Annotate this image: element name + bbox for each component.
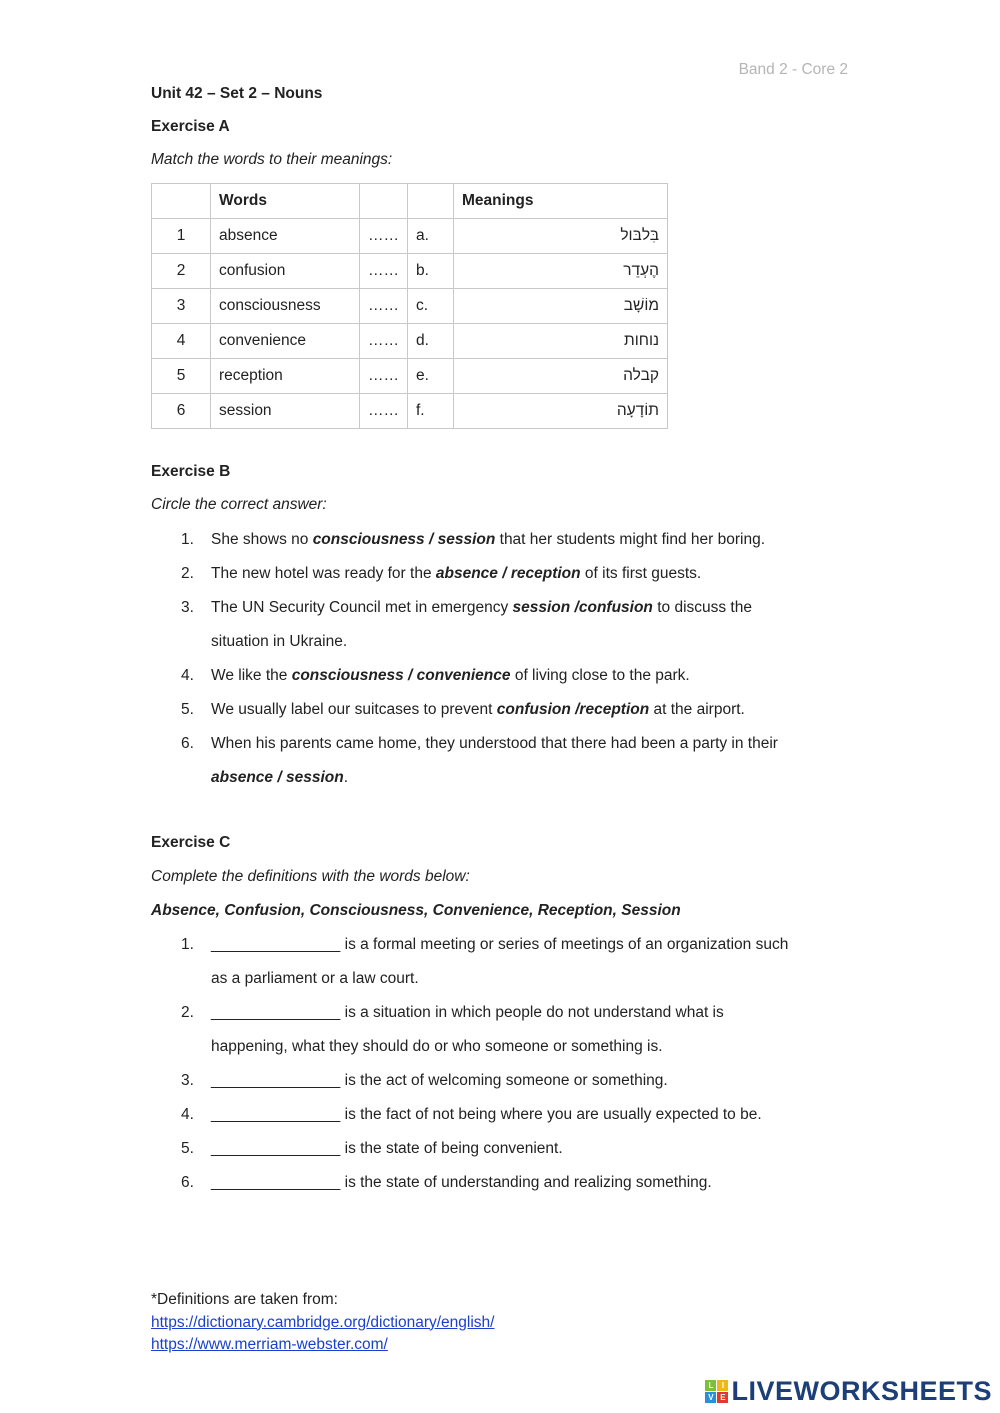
logo-letter: V [705, 1392, 716, 1403]
answer-options[interactable]: consciousness / convenience [291, 667, 511, 684]
text-after: . [343, 769, 348, 786]
item-continued-text: happening, what they should do or who someone or something is. [211, 1038, 663, 1055]
text-after: to discuss the [652, 599, 752, 616]
liveworksheets-logo [705, 1376, 992, 1407]
item-number: 5. [181, 701, 194, 718]
answer-blank[interactable]: …… [360, 359, 408, 394]
logo-text: LIVEWORKSHEETS [731, 1376, 992, 1406]
row-meaning: קבלה [454, 359, 668, 394]
item-text [211, 761, 348, 795]
text-after: of its first guests. [580, 565, 702, 582]
text-after: that her students might find her boring. [495, 531, 766, 548]
row-number: 2 [152, 254, 211, 289]
item-text [211, 693, 745, 727]
item-text [211, 591, 752, 625]
header-band: Band 2 - Core 2 [738, 61, 848, 78]
exercise-b-instruction: Circle the correct answer: [151, 496, 327, 513]
item-number: 3. [181, 599, 194, 616]
item-number: 6. [181, 735, 194, 752]
text-before: She shows no [211, 531, 313, 548]
item-text [211, 523, 765, 557]
exercise-c-instruction: Complete the definitions with the words below: [151, 868, 470, 885]
row-number: 5 [152, 359, 211, 394]
header-cell [152, 184, 211, 219]
answer-blank[interactable]: _______________ [211, 1174, 341, 1191]
merriam-webster-link[interactable]: https://www.merriam-webster.com/ [151, 1336, 388, 1353]
meaning-letter: c. [408, 289, 454, 324]
item-number: 2. [181, 1004, 194, 1021]
answer-blank[interactable]: …… [360, 324, 408, 359]
logo-letter: E [717, 1392, 728, 1403]
answer-blank[interactable]: …… [360, 394, 408, 429]
text-before: We usually label our suitcases to prevent [211, 701, 497, 718]
item-continued-text: situation in Ukraine. [211, 633, 348, 650]
item-number: 3. [181, 1072, 194, 1089]
table-row [152, 394, 668, 429]
item-text [211, 659, 690, 693]
header-meanings: Meanings [454, 184, 668, 219]
answer-blank[interactable]: _______________ [211, 1106, 341, 1123]
cambridge-link[interactable]: https://dictionary.cambridge.org/dictionary/english/ [151, 1313, 495, 1331]
logo-letter: I [717, 1380, 728, 1391]
definition-text: is a situation in which people do not understand what is [340, 1004, 724, 1021]
answer-blank[interactable]: _______________ [211, 936, 341, 953]
footer [151, 1289, 494, 1357]
item-number: 4. [181, 1106, 194, 1123]
item-text [211, 928, 788, 962]
item-text [211, 1098, 762, 1132]
meaning-letter: b. [408, 254, 454, 289]
item-text [211, 1166, 712, 1200]
text-before: We like the [211, 667, 292, 684]
table-header-row [152, 184, 668, 219]
meaning-letter: d. [408, 324, 454, 359]
item-continued-text: as a parliament or a law court. [211, 970, 419, 987]
row-number: 4 [152, 324, 211, 359]
row-word: confusion [211, 254, 360, 289]
table-row [152, 254, 668, 289]
row-word: session [211, 394, 360, 429]
row-meaning: הֶעְדֵר [454, 254, 668, 289]
row-meaning: מוֹשָׁב [454, 289, 668, 324]
definition-text: is the act of welcoming someone or something. [340, 1072, 668, 1089]
table-row [152, 289, 668, 324]
answer-blank[interactable]: _______________ [211, 1004, 341, 1021]
answer-blank[interactable]: …… [360, 289, 408, 324]
item-text [211, 1132, 563, 1166]
text-before: The new hotel was ready for the [211, 565, 436, 582]
logo-letter: L [705, 1380, 716, 1391]
footer-note: *Definitions are taken from: [151, 1291, 338, 1308]
definition-text: is a formal meeting or series of meetings of an organization such [340, 936, 789, 953]
header-cell [408, 184, 454, 219]
row-meaning: תוֹדָעָה [454, 394, 668, 429]
logo-icon [705, 1380, 728, 1403]
exercise-c-heading: Exercise C [151, 834, 231, 851]
meaning-letter: e. [408, 359, 454, 394]
row-word: reception [211, 359, 360, 394]
row-word: absence [211, 219, 360, 254]
header-words: Words [211, 184, 360, 219]
row-meaning: נוחות [454, 324, 668, 359]
meaning-letter: f. [408, 394, 454, 429]
matching-table [151, 183, 668, 429]
text-after: of living close to the park. [510, 667, 690, 684]
item-number: 2. [181, 565, 194, 582]
definition-text: is the state of understanding and realizing something. [340, 1174, 712, 1191]
meaning-letter: a. [408, 219, 454, 254]
answer-options[interactable]: consciousness / session [312, 531, 496, 548]
table-row [152, 324, 668, 359]
answer-options[interactable]: absence / session [211, 769, 344, 786]
answer-blank[interactable]: _______________ [211, 1072, 341, 1089]
text-before: The UN Security Council met in emergency [211, 599, 513, 616]
item-number: 4. [181, 667, 194, 684]
exercise-a-heading: Exercise A [151, 118, 230, 135]
item-number: 6. [181, 1174, 194, 1191]
text-after: at the airport. [649, 701, 745, 718]
word-bank: Absence, Confusion, Consciousness, Convenience, Reception, Session [151, 902, 681, 919]
exercise-a-instruction: Match the words to their meanings: [151, 151, 393, 168]
exercise-b-heading: Exercise B [151, 463, 231, 480]
text-before: When his parents came home, they understood that there had been a party in their [211, 735, 778, 752]
row-number: 6 [152, 394, 211, 429]
table-row [152, 219, 668, 254]
definition-text: is the state of being convenient. [340, 1140, 563, 1157]
item-text [211, 996, 724, 1030]
item-text [211, 1064, 668, 1098]
row-word: consciousness [211, 289, 360, 324]
answer-blank[interactable]: …… [360, 219, 408, 254]
item-number: 1. [181, 936, 194, 953]
answer-options[interactable]: session /confusion [512, 599, 653, 616]
table-row [152, 359, 668, 394]
page-title: Unit 42 – Set 2 – Nouns [151, 85, 323, 102]
definition-text: is the fact of not being where you are usually expected to be. [340, 1106, 762, 1123]
answer-blank[interactable]: …… [360, 254, 408, 289]
item-number: 5. [181, 1140, 194, 1157]
item-number: 1. [181, 531, 194, 548]
answer-options[interactable]: absence / reception [435, 565, 581, 582]
item-text [211, 557, 701, 591]
row-word: convenience [211, 324, 360, 359]
answer-options[interactable]: confusion /reception [496, 701, 650, 718]
row-number: 1 [152, 219, 211, 254]
item-text [211, 727, 778, 761]
row-number: 3 [152, 289, 211, 324]
header-cell [360, 184, 408, 219]
row-meaning: בִּלבּול [454, 219, 668, 254]
answer-blank[interactable]: _______________ [211, 1140, 341, 1157]
